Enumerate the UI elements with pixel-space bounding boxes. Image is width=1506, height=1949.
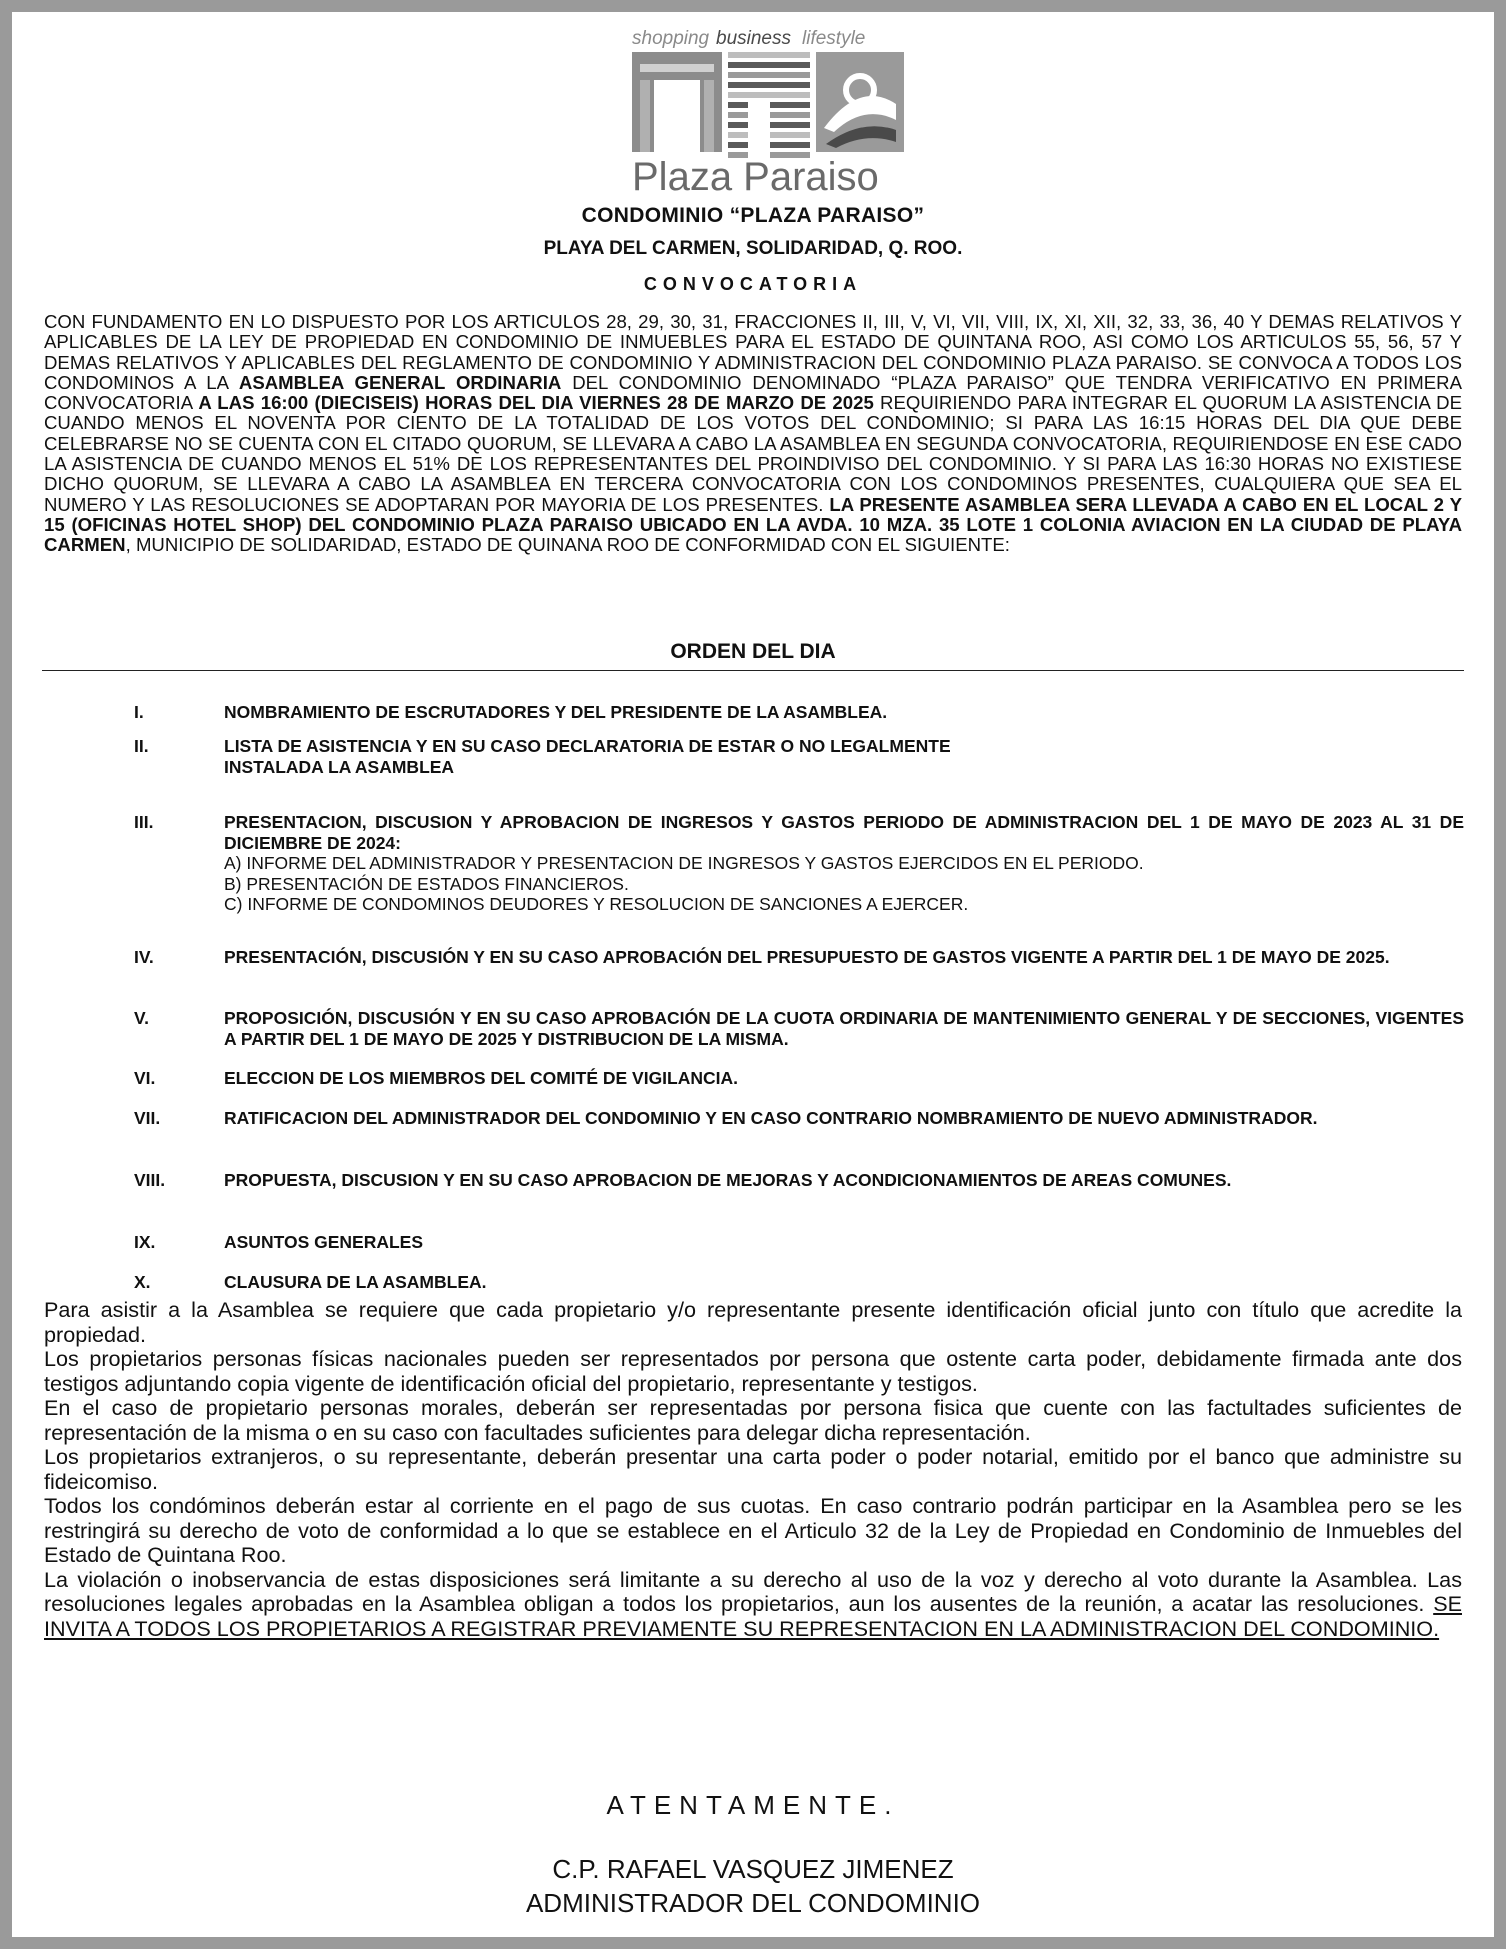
closing-paragraph-6-text: La violación o inobservancia de estas disposiciones será limitante a su derecho al uso de la voz y derecho al voto durante la Asamblea. Las resoluciones legales aprobadas en la Asamblea obligan a todos los propietarios, aun los ausentes de la reunión, a acatar las resoluciones. <box>44 1566 1462 1616</box>
logo-tagline-business: business <box>716 28 791 49</box>
closing-paragraphs <box>44 1298 1462 1641</box>
closing-paragraph-3: En el caso de propietario personas morales, deberán ser representadas por persona fisica que cuente con las factultades suficientes de representación de la misma o en su caso con facultades suficientes para delegar dicha representación. <box>44 1395 1462 1445</box>
agenda-subitem-c: C) INFORME DE CONDOMINOS DEUDORES Y RESOLUCION DE SANCIONES A EJERCER. <box>224 894 969 914</box>
agenda-item-number: VII. <box>134 1108 161 1128</box>
condominium-title: CONDOMINIO “PLAZA PARAISO” <box>581 204 925 227</box>
agenda-subitem-a: A) INFORME DEL ADMINISTRADOR Y PRESENTACION DE INGRESOS Y GASTOS EJERCIDOS EN EL PERIODO. <box>224 853 1144 873</box>
agenda-item-text: PROPUESTA, DISCUSION Y EN SU CASO APROBACION DE MEJORAS Y ACONDICIONAMIENTOS DE AREAS COMUNES. <box>224 1170 1232 1190</box>
closing-paragraph-5: Todos los condóminos deberán estar al corriente en el pago de sus cuotas. En caso contrario podrán participar en la Asamblea pero se les restringirá su derecho de voto de conformidad a lo que se establece en el Articulo 32 de la Ley de Propiedad en Condominio de Inmuebles del Estado de Quintana Roo. <box>44 1493 1462 1567</box>
logo-wordmark: Plaza Paraiso <box>632 155 879 198</box>
agenda-item-number: III. <box>134 812 154 832</box>
intro-text-1: CON FUNDAMENTO EN LO DISPUESTO POR LOS ARTICULOS 28, 29, 30, 31, FRACCIONES II, III, V, VI, VII, VIII, IX, XI, XII, 32, 33, 36, 40 Y DEMAS RELATIVOS Y APLICABLES DE LA LEY DE PROPIEDAD EN CONDOMINIO DE INMUEBLES PARA EL ESTADO DE QUINTANA ROO, ASI COMO LOS ARTICULOS 55, 56, 57 Y DEMAS RELATIVOS Y APLICABLES DEL REGLAMENTO DE CONDOMINIO Y ADMINISTRACION DEL CONDOMINIO PLAZA PARAISO. SE CONVOCA A TODOS LOS CONDOMINOS A LA <box>44 311 1462 393</box>
closing-paragraph-2: Los propietarios personas físicas nacionales pueden ser representados por persona que ostente carta poder, debidamente firmada ante dos testigos adjuntando copia vigente de identificación oficial del propietario, representante y testigos. <box>44 1346 1462 1396</box>
agenda-subitem-b: B) PRESENTACIÓN DE ESTADOS FINANCIEROS. <box>224 873 629 894</box>
agenda-item-text: NOMBRAMIENTO DE ESCRUTADORES Y DEL PRESIDENTE DE LA ASAMBLEA. <box>224 702 888 722</box>
agenda-item-text <box>224 736 1464 777</box>
closing-paragraph-6 <box>44 1568 1462 1642</box>
agenda-item-number: VIII. <box>134 1170 166 1190</box>
agenda-item-line-1: LISTA DE ASISTENCIA Y EN SU CASO DECLARATORIA DE ESTAR O NO LEGALMENTE <box>224 736 951 756</box>
signature-salutation: ATENTAMENTE. <box>606 1790 900 1820</box>
intro-text-3: REQUIRIENDO PARA INTEGRAR EL QUORUM LA ASISTENCIA DE CUANDO MENOS EL NOVENTA POR CIENTO DE LA TOTALIDAD DE LOS VOTOS DEL CONDOMINIO; SI PARA LAS 16:15 HORAS DEL DIA QUE DEBE CELEBRARSE NO SE CUENTA CON EL CITADO QUORUM, SE LLEVARA A CABO LA ASAMBLEA EN SEGUNDA CONVOCATORIA, REQUIRIENDOSE EN ESE CADO LA ASISTENCIA DE CUANDO MENOS EL 51% DE LOS REPRESENTANTES DEL PROINDIVISO DEL CONDOMINIO. Y SI PARA LAS 16:30 HORAS NO EXISTIESE DICHO QUORUM, SE LLEVARA A CABO LA ASAMBLEA EN TERCERA CONVOCATORIA CON LOS CONDOMINOS PRESENTES, CUALQUIERA QUE SEA EL NUMERO Y LAS RESOLUCIONES SE ADOPTARAN POR MAYORIA DE LOS PRESENTES. <box>44 392 1462 515</box>
agenda-item-line-2: INSTALADA LA ASAMBLEA <box>224 756 455 777</box>
agenda-item-number: IV. <box>134 947 154 967</box>
plaza-paraiso-logo <box>630 20 906 198</box>
logo-graphic <box>630 20 906 198</box>
agenda-item-text: RATIFICACION DEL ADMINISTRADOR DEL CONDOMINIO Y EN CASO CONTRARIO NOMBRAMIENTO DE NUEVO ADMINISTRADOR. <box>224 1108 1318 1128</box>
closing-paragraph-4: Los propietarios extranjeros, o su representante, deberán presentar una carta poder o poder notarial, emitido por el banco que administre su fideicomiso. <box>44 1444 1462 1494</box>
intro-paragraph <box>44 312 1462 556</box>
agenda-item-text: ELECCION DE LOS MIEMBROS DEL COMITÉ DE VIGILANCIA. <box>224 1068 739 1088</box>
logo-tagline-lifestyle: lifestyle <box>802 28 866 49</box>
agenda-item-number: X. <box>134 1272 151 1292</box>
agenda-divider <box>42 670 1464 671</box>
agenda-item-number: IX. <box>134 1232 156 1252</box>
agenda-item-text: PRESENTACIÓN, DISCUSIÓN Y EN SU CASO APROBACIÓN DEL PRESUPUESTO DE GASTOS VIGENTE A PARTIR DEL 1 DE MAYO DE 2025. <box>224 947 1390 967</box>
agenda-title: ORDEN DEL DIA <box>670 640 836 663</box>
agenda-item-main: PRESENTACION, DISCUSION Y APROBACION DE INGRESOS Y GASTOS PERIODO DE ADMINISTRACION DEL 1 DE MAYO DE 2023 AL 31 DE DICIEMBRE DE 2024: <box>224 812 1464 853</box>
agenda-item-number: I. <box>134 702 144 722</box>
signatory-name: C.P. RAFAEL VASQUEZ JIMENEZ <box>552 1854 954 1884</box>
signatory-role: ADMINISTRADOR DEL CONDOMINIO <box>525 1888 981 1918</box>
intro-text-4: , MUNICIPIO DE SOLIDARIDAD, ESTADO DE QUINANA ROO DE CONFORMIDAD CON EL SIGUIENTE: <box>125 534 1010 556</box>
agenda-item-number: V. <box>134 1008 149 1028</box>
notice-page <box>12 12 1494 1937</box>
intro-text-2: DEL CONDOMINIO DENOMINADO “PLAZA PARAISO” QUE TENDRA VERIFICATIVO EN PRIMERA CONVOCATORIA <box>44 371 1463 414</box>
agenda-item-number: II. <box>134 736 149 756</box>
agenda-item-text <box>224 812 1464 915</box>
logo-tagline-shopping: shopping <box>632 28 710 49</box>
agenda-item-number: VI. <box>134 1068 156 1088</box>
intro-bold-1: ASAMBLEA GENERAL ORDINARIA <box>238 371 562 393</box>
closing-paragraph-1: Para asistir a la Asamblea se requiere que cada propietario y/o representante presente identificación oficial junto con título que acredite la propiedad. <box>44 1297 1462 1347</box>
registration-invitation: SE INVITA A TODOS LOS PROPIETARIOS A REGISTRAR PREVIAMENTE SU REPRESENTACION EN LA ADMINISTRACION DEL CONDOMINIO. <box>44 1591 1462 1641</box>
agenda-item-text: CLAUSURA DE LA ASAMBLEA. <box>224 1272 487 1292</box>
agenda-item-text: PROPOSICIÓN, DISCUSIÓN Y EN SU CASO APROBACIÓN DE LA CUOTA ORDINARIA DE MANTENIMIENTO GENERAL Y DE SECCIONES, VIGENTES A PARTIR DEL 1 DE MAYO DE 2025 Y DISTRIBUCION DE LA MISMA. <box>224 1008 1464 1049</box>
intro-bold-2: A LAS 16:00 (DIECISEIS) HORAS DEL DIA VIERNES 28 DE MARZO DE 2025 <box>198 392 874 414</box>
intro-bold-3: LA PRESENTE ASAMBLEA SERA LLEVADA A CABO EN EL LOCAL 2 Y 15 (OFICINAS HOTEL SHOP) DEL CONDOMINIO PLAZA PARAISO UBICADO EN LA AVDA. 10 MZA. 35 LOTE 1 COLONIA AVIACION EN LA CIUDAD DE PLAYA CARMEN <box>44 493 1462 556</box>
agenda-item-text: ASUNTOS GENERALES <box>224 1232 424 1252</box>
location-line: PLAYA DEL CARMEN, SOLIDARIDAD, Q. ROO. <box>543 238 963 259</box>
convocatoria-heading: CONVOCATORIA <box>643 274 863 294</box>
